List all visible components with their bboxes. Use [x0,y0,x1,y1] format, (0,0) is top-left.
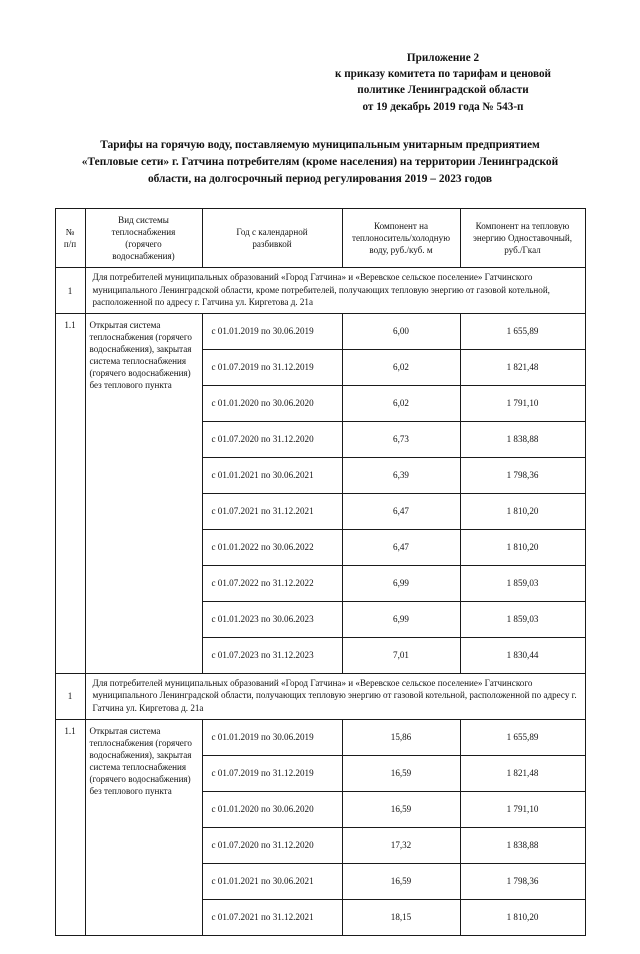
component-heat-value-cell: 1 810,20 [460,493,585,529]
group-number-cell: 1 [55,673,85,719]
table-row [55,719,585,755]
component-water-value-cell: 16,59 [342,863,460,899]
column-header-system-line4: водоснабжения) [112,251,175,262]
component-heat-value-cell: 1 859,03 [460,601,585,637]
header-line-date-number: от 19 декабрь 2019 года № 543-п [362,100,524,113]
period-cell: с 01.01.2020 по 30.06.2020 [202,385,342,421]
component-water-value-cell: 6,99 [342,565,460,601]
component-heat-value-cell: 1 821,48 [460,755,585,791]
title-line-3: области, на долгосрочный период регулирования 2019 – 2023 годов [147,173,493,186]
component-water-value-cell: 6,39 [342,457,460,493]
title-line-2: «Тепловые сети» г. Гатчина потребителям (кроме населения) на территории Ленинградской [81,156,559,169]
column-header-component-heat [460,209,585,268]
table-group-row [55,268,585,314]
table-row [55,313,585,349]
document-header [0,50,640,115]
component-water-value-cell: 7,01 [342,637,460,673]
column-header-component-water [342,209,460,268]
component-water-value-cell: 6,99 [342,601,460,637]
component-water-value-cell: 18,15 [342,899,460,935]
component-water-value-cell: 6,02 [342,349,460,385]
component-heat-value-cell: 1 859,03 [460,565,585,601]
component-water-value-cell: 16,59 [342,791,460,827]
component-heat-value-cell: 1 830,44 [460,637,585,673]
column-header-year-line1: Год с календарной [236,227,308,238]
period-cell: с 01.07.2022 по 31.12.2022 [202,565,342,601]
component-heat-value-cell: 1 810,20 [460,899,585,935]
column-header-component-water-line3: воду, руб./куб. м [369,245,433,256]
column-header-year-line2: разбивкой [252,239,292,250]
period-cell: с 01.07.2020 по 31.12.2020 [202,421,342,457]
header-line-order: к приказу комитета по тарифам и ценовой [334,68,551,81]
period-cell: с 01.01.2020 по 30.06.2020 [202,791,342,827]
column-header-no [55,209,85,268]
item-number-cell: 1.1 [55,719,85,935]
tariff-table [55,208,586,935]
component-water-value-cell: 6,47 [342,529,460,565]
period-cell: с 01.07.2023 по 31.12.2023 [202,637,342,673]
component-heat-value-cell: 1 810,20 [460,529,585,565]
period-cell: с 01.07.2020 по 31.12.2020 [202,827,342,863]
component-heat-value-cell: 1 838,88 [460,421,585,457]
column-header-component-water-line2: теплоноситель/холодную [351,233,450,244]
period-cell: с 01.01.2023 по 30.06.2023 [202,601,342,637]
component-water-value-cell: 6,02 [342,385,460,421]
system-type-cell: Открытая система теплоснабжения (горячего водоснабжения), закрытая система теплоснабжения (горячего водоснабжения) без теплового пункта [85,313,202,673]
item-number-cell: 1.1 [55,313,85,673]
component-heat-value-cell: 1 655,89 [460,719,585,755]
column-header-component-water-line1: Компонент на [373,221,429,232]
column-header-year [202,209,342,268]
period-cell: с 01.01.2019 по 30.06.2019 [202,719,342,755]
period-cell: с 01.01.2019 по 30.06.2019 [202,313,342,349]
component-water-value-cell: 15,86 [342,719,460,755]
document-page [0,50,640,954]
component-heat-value-cell: 1 838,88 [460,827,585,863]
column-header-system-line1: Вид системы [118,215,169,226]
period-cell: с 01.07.2019 по 31.12.2019 [202,755,342,791]
component-water-value-cell: 16,59 [342,755,460,791]
component-heat-value-cell: 1 791,10 [460,385,585,421]
component-heat-value-cell: 1 655,89 [460,313,585,349]
period-cell: с 01.01.2022 по 30.06.2022 [202,529,342,565]
group-number-cell: 1 [55,268,85,314]
period-cell: с 01.07.2019 по 31.12.2019 [202,349,342,385]
component-water-value-cell: 6,00 [342,313,460,349]
component-water-value-cell: 17,32 [342,827,460,863]
group-description-cell: Для потребителей муниципальных образований «Город Гатчина» и «Веревское сельское поселение» Гатчинского муниципального Ленинградской области, получающих тепловую энергию от газовой котельной, расположенной по адресу г. Гатчина ул. Киргетова д. 21а [85,673,585,719]
column-header-component-heat-line3: руб./Гкал [504,245,541,256]
table-header-row [55,209,585,268]
component-water-value-cell: 6,73 [342,421,460,457]
component-heat-value-cell: 1 798,36 [460,863,585,899]
column-header-component-heat-line2: энергию Одноставочный, [472,233,573,244]
page-title [42,137,598,188]
column-header-component-heat-line1: Компонент на тепловую [475,221,570,232]
component-heat-value-cell: 1 791,10 [460,791,585,827]
header-line-appendix: Приложение 2 [406,52,480,64]
period-cell: с 01.01.2021 по 30.06.2021 [202,863,342,899]
table-header [55,209,585,268]
group-description-cell: Для потребителей муниципальных образований «Город Гатчина» и «Веревское сельское поселение» Гатчинского муниципального Ленинградской области, кроме потребителей, получающих тепловую энергию от газовой котельной, расположенной по адресу г. Гатчина ул. Киргетова д. 21а [85,268,585,314]
table-group-row [55,673,585,719]
column-header-system [85,209,202,268]
column-header-no-line2: п/п [63,239,77,250]
column-header-no-line1: № [65,227,75,238]
system-type-cell: Открытая система теплоснабжения (горячего водоснабжения), закрытая система теплоснабжения (горячего водоснабжения) без теплового пункта [85,719,202,935]
component-water-value-cell: 6,47 [342,493,460,529]
component-heat-value-cell: 1 798,36 [460,457,585,493]
title-line-1: Тарифы на горячую воду, поставляемую муниципальным унитарным предприятием [100,138,540,151]
table-body [55,268,585,935]
component-heat-value-cell: 1 821,48 [460,349,585,385]
column-header-system-line3: (горячего [125,239,162,250]
period-cell: с 01.07.2021 по 31.12.2021 [202,493,342,529]
period-cell: с 01.01.2021 по 30.06.2021 [202,457,342,493]
period-cell: с 01.07.2021 по 31.12.2021 [202,899,342,935]
header-line-policy: политике Ленинградской области [357,84,529,97]
column-header-system-line2: теплоснабжения [111,227,176,238]
